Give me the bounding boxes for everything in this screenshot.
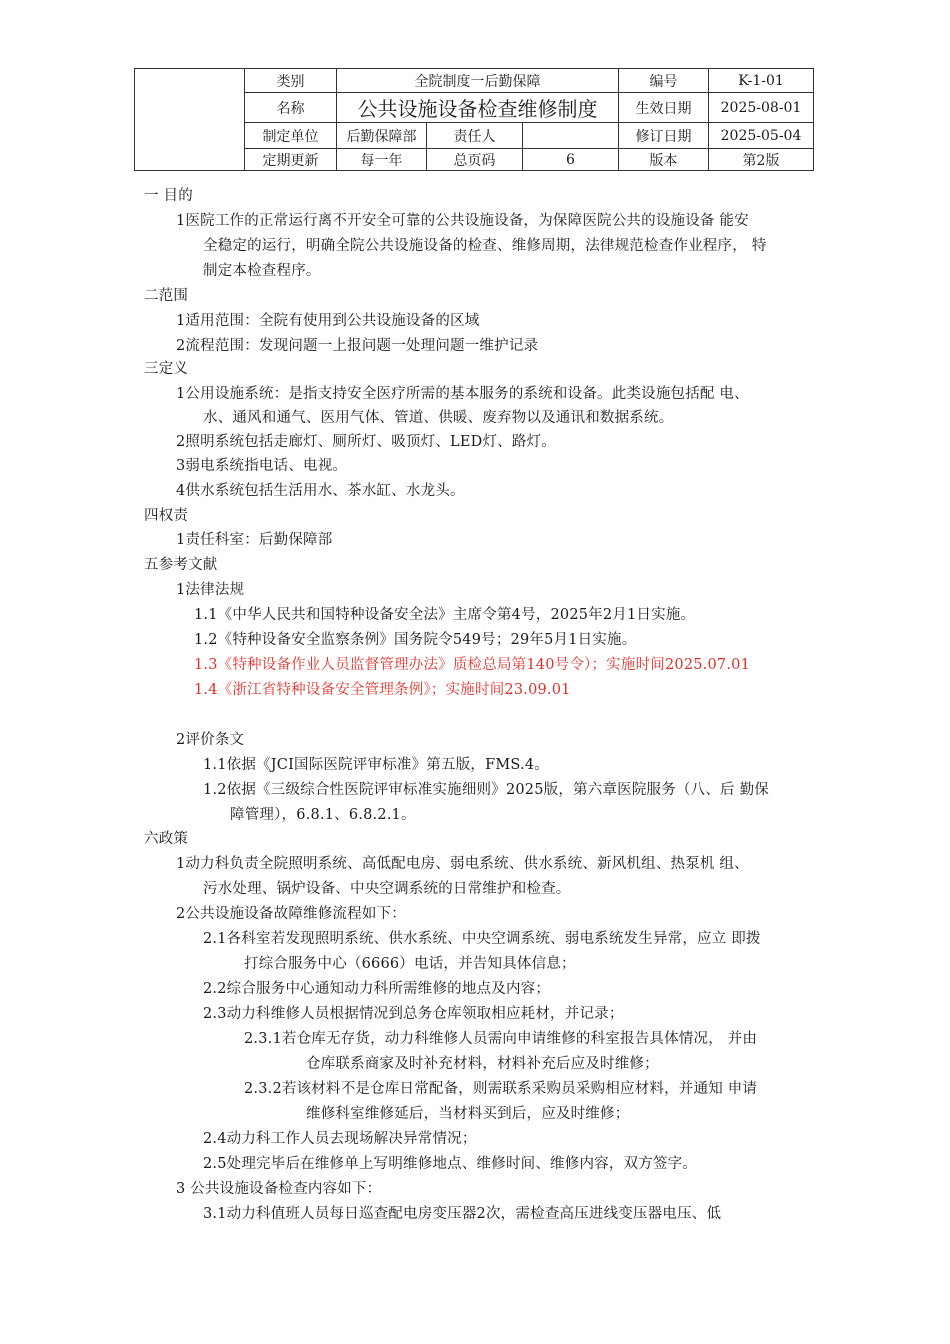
document-title: 公共设施设备检查维修制度 — [337, 93, 619, 123]
paragraph-line: 2.2综合服务中心通知动力科所需维修的地点及内容； — [203, 981, 551, 997]
paragraph-line: 维修科室维修延后，当材料买到后，应及时维修； — [306, 1106, 630, 1122]
paragraph-line: 2照明系统包括走廊灯、厕所灯、吸顶灯、LED灯、路灯。 — [176, 434, 556, 450]
update-label: 定期更新 — [245, 149, 337, 171]
paragraph-line: 2.4动力科工作人员去现场解决异常情况； — [203, 1131, 477, 1147]
effective-date-label: 生效日期 — [619, 93, 709, 123]
paragraph-line: 2评价条文 — [176, 732, 245, 748]
owner-label: 责任人 — [427, 123, 523, 149]
unit-label: 制定单位 — [245, 123, 337, 149]
section-heading: 四权责 — [144, 508, 189, 524]
paragraph-line: 全稳定的运行，明确全院公共设施设备的检查、维修周期，法律规范检查作业程序， 特 — [203, 238, 767, 254]
category-value: 全院制度一后勤保障 — [337, 69, 619, 93]
paragraph-line: 2流程范围：发现问题一上报问题一处理问题一维护记录 — [176, 338, 539, 354]
paragraph-line: 打综合服务中心（6666）电话，并告知具体信息； — [244, 956, 576, 972]
paragraph-line: 2.3.1若仓库无存货，动力科维修人员需向申请维修的科室报告具体情况， 并由 — [244, 1031, 758, 1047]
paragraph-line: 1责任科室：后勤保障部 — [176, 532, 333, 548]
paragraph-line: 1公用设施系统：是指支持安全医疗所需的基本服务的系统和设备。此类设施包括配 电、 — [176, 386, 749, 402]
paragraph-line: 1法律法规 — [176, 582, 245, 598]
paragraph-line: 2.3动力科维修人员根据情况到总务仓库领取相应耗材，并记录； — [203, 1006, 624, 1022]
category-label: 类别 — [245, 69, 337, 93]
number-value: K-1-01 — [709, 69, 814, 93]
paragraph-line: 2公共设施设备故障维修流程如下： — [176, 906, 406, 922]
reference-line: 1.2依据《三级综合性医院评审标准实施细则》2025版，第六章医院服务（八、后 勤保 — [203, 782, 769, 798]
revised-date-value: 2025-05-04 — [709, 123, 814, 149]
paragraph-line: 2.5处理完毕后在维修单上写明维修地点、维修时间、维修内容，双方签字。 — [203, 1156, 698, 1172]
paragraph-line: 2.3.2若该材料不是仓库日常配备，则需联系采购员采购相应材料，并通知 申请 — [244, 1081, 758, 1097]
reference-line-highlighted: 1.4《浙江省特种设备安全管理条例》；实施时间23.09.01 — [194, 682, 571, 698]
reference-line-highlighted: 1.3《特种设备作业人员监督管理办法》质检总局第140号令）；实施时间2025.07.01 — [194, 657, 751, 673]
section-heading: 三定义 — [144, 361, 189, 377]
section-heading: 二范围 — [144, 288, 189, 304]
paragraph-line: 3.1动力科值班人员每日巡查配电房变压器2次，需检查高压进线变压器电压、低 — [203, 1206, 722, 1222]
section-heading: 六政策 — [144, 831, 189, 847]
paragraph-line: 3弱电系统指电话、电视。 — [176, 458, 348, 474]
paragraph-line: 1动力科负责全院照明系统、高低配电房、弱电系统、供水系统、新风机组、热泵机 组、 — [176, 856, 749, 872]
reference-line: 1.1《中华人民共和国特种设备安全法》主席令第4号，2025年2月1日实施。 — [194, 607, 696, 623]
paragraph-line: 污水处理、锅炉设备、中央空调系统的日常维护和检查。 — [203, 881, 571, 897]
section-heading: 一 目的 — [144, 188, 193, 204]
reference-line: 障管理），6.8.1、6.8.2.1。 — [230, 807, 416, 823]
owner-value — [523, 123, 619, 149]
paragraph-line: 1适用范围：全院有使用到公共设施设备的区域 — [176, 313, 480, 329]
document-header-table — [134, 68, 814, 171]
version-value: 第2版 — [709, 149, 814, 171]
reference-line: 1.2《特种设备安全监察条例》国务院令549号；29年5月1日实施。 — [194, 632, 637, 648]
section-heading: 五参考文献 — [144, 557, 218, 573]
reference-line: 1.1依据《JCI国际医院评审标准》第五版，FMS.4。 — [203, 757, 549, 773]
paragraph-line: 1医院工作的正常运行离不开安全可靠的公共设施设备，为保障医院公共的设施设备 能安 — [176, 213, 749, 229]
paragraph-line: 水、通风和通气、医用气体、管道、供暖、废弃物以及通讯和数据系统。 — [203, 410, 674, 426]
pages-label: 总页码 — [427, 149, 523, 171]
revised-date-label: 修订日期 — [619, 123, 709, 149]
paragraph-line: 3 公共设施设备检查内容如下： — [176, 1181, 382, 1197]
paragraph-line: 制定本检查程序。 — [203, 263, 321, 279]
update-value: 每一年 — [337, 149, 427, 171]
version-label: 版本 — [619, 149, 709, 171]
effective-date-value: 2025-08-01 — [709, 93, 814, 123]
logo-blank-cell — [135, 69, 245, 171]
name-label: 名称 — [245, 93, 337, 123]
number-label: 编号 — [619, 69, 709, 93]
unit-value: 后勤保障部 — [337, 123, 427, 149]
paragraph-line: 4供水系统包括生活用水、茶水缸、水龙头。 — [176, 483, 465, 499]
paragraph-line: 仓库联系商家及时补充材料，材料补充后应及时维修； — [306, 1056, 659, 1072]
pages-value: 6 — [523, 149, 619, 171]
paragraph-line: 2.1各科室若发现照明系统、供水系统、中央空调系统、弱电系统发生异常，应立 即拨 — [203, 931, 761, 947]
